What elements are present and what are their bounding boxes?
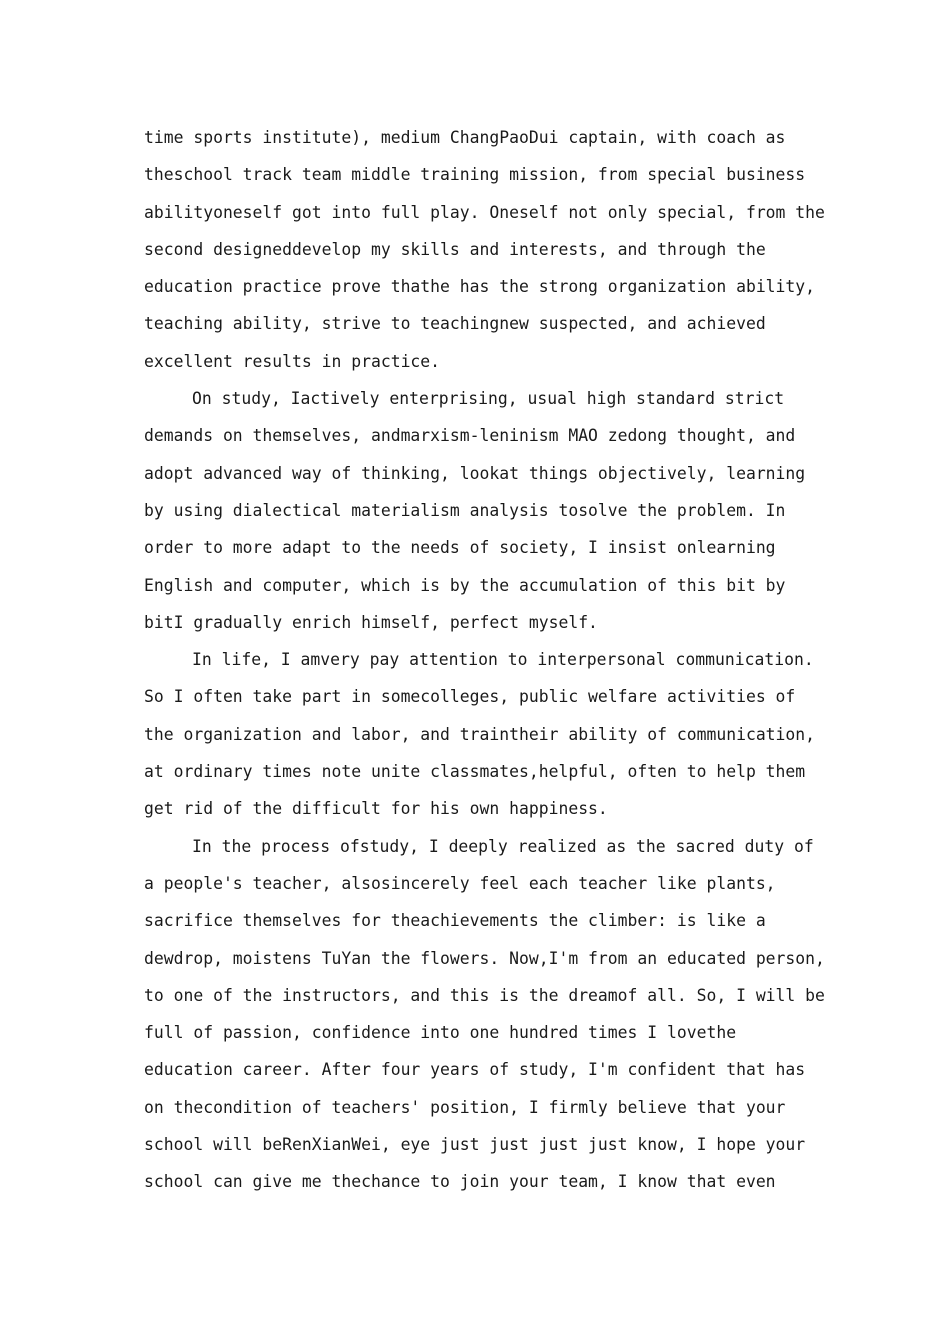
paragraph-4 [144,828,825,1201]
text-line: full of passion, confidence into one hundred times I lovethe [144,1023,737,1043]
text-line: dewdrop, moistens TuYan the flowers. Now,I'm from an educated person, [144,948,825,968]
text-line: education practice prove thathe has the strong organization ability, [144,277,816,297]
body-text [144,119,825,1201]
text-line: teaching ability, strive to teachingnew suspected, and achieved [144,314,766,334]
text-line: by using dialectical materialism analysis tosolve the problem. In [144,500,786,520]
paragraph-3 [144,641,814,827]
text-line: a people's teacher, alsosincerely feel each teacher like plants, [144,873,776,893]
text-line: on thecondition of teachers' position, I firmly believe that your [144,1097,786,1117]
text-line: get rid of the difficult for his own happiness. [144,799,608,819]
paragraph-1 [144,119,825,380]
text-line: second designeddevelop my skills and interests, and through the [144,239,766,259]
text-line: school will beRenXianWei, eye just just just just know, I hope your [144,1135,806,1155]
text-line: adopt advanced way of thinking, lookat things objectively, learning [144,463,806,483]
text-line: time sports institute), medium ChangPaoDui captain, with coach as [144,128,786,147]
text-line: the organization and labor, and traintheir ability of communication, [144,724,816,744]
text-line: theschool track team middle training mission, from special business [144,165,806,185]
text-line: In life, I amvery pay attention to interpersonal communication. [192,650,814,670]
text-line: English and computer, which is by the accumulation of this bit by [144,575,786,595]
text-line: to one of the instructors, and this is the dreamof all. So, I will be [144,985,825,1005]
text-line: sacrifice themselves for theachievements the climber: is like a [144,911,766,931]
text-line: So I often take part in somecolleges, public welfare activities of [144,687,796,707]
text-line: On study, Iactively enterprising, usual high standard strict [192,389,785,409]
text-line: education career. After four years of study, I'm confident that has [144,1060,806,1080]
text-line: demands on themselves, andmarxism-leninism MAO zedong thought, and [144,426,796,446]
text-line: bitI gradually enrich himself, perfect myself. [144,612,598,632]
text-line: school can give me thechance to join your team, I know that even [144,1172,776,1192]
text-line: abilityoneself got into full play. Oneself not only special, from the [144,202,825,222]
text-line: excellent results in practice. [144,351,441,371]
paragraph-2 [144,380,814,641]
text-line: at ordinary times note unite classmates,helpful, often to help them [144,762,806,782]
text-line: order to more adapt to the needs of society, I insist onlearning [144,538,776,558]
text-line: In the process ofstudy, I deeply realized as the sacred duty of [192,836,814,856]
